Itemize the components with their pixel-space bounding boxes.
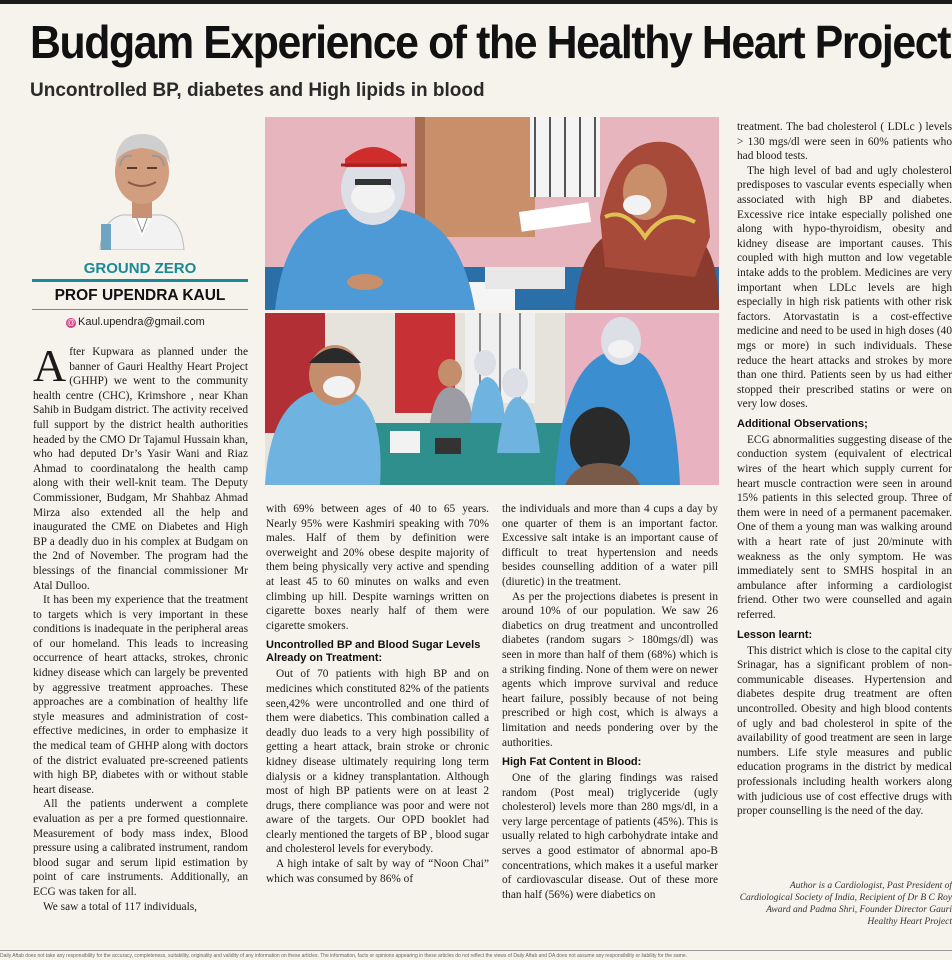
article-paragraph: with 69% between ages of 40 to 65 years. Nearly 95% were Kashmiri speaking with 70% males. Half of them by definition were overweight and 20% obese despite majority of them being physically very active and spending at least 45 to 60 minutes on walks and even climbing up hill. Despite warnings written on cigarette boxes nearly half of them were cigarette smokers. xyxy=(266,503,489,632)
article-paragraph: the individuals and more than 4 cups a day by one quarter of them is an important factor. Excessive salt intake is an important cause of difficult to treat hypertension and needs besides counselling addition of a water pill (diuretic) in the treatment. xyxy=(502,503,718,588)
author-tagline: Author is a Cardiologist, Past President of Cardiological Society of India, Recipient of Dr B C Roy Award and Padma Shri, Founder Director Gauri Healthy Heart Project xyxy=(739,881,952,927)
article-paragraph: One of the glaring findings was raised random (Post meal) triglyceride (ugly cholesterol) levels more than 280 mgs/dl, in a very large percentage of patients (45%). This is usually related to high carbohydrate intake and serves a good estimator of abnormal apo-B concentrations, which makes it a useful marker of cardiovascular disease. Out of these more than half (56%) were diabetics on xyxy=(502,772,718,901)
top-rule xyxy=(0,0,952,4)
author-email[interactable] xyxy=(66,316,205,328)
article-paragraph: This district which is close to the capital city Srinagar, has a significant problem of non-communicable diseases. Hypertension and diabetes despite drug treatment are often uncontrolled. Obesity and high blood contents of ugly and bad cholesterol in spite of the availability of good treatment are seen in large numbers. Life style measures and public education programs in the district by medical professionals including health workers along with judicious use of cost effective drugs with proper counselling is the need of the day. xyxy=(737,644,952,818)
article-paragraph: We saw a total of 117 individuals, xyxy=(43,900,197,913)
article-paragraph: All the patients underwent a complete evaluation as per a pre formed questionnaire. Measurement of body mass index, Blood pressure using a calibrated instrument, random blood sugar and serum lipid estimation by point of care instruments. Additionally, an ECG was taken for all. xyxy=(33,798,248,898)
camp-photo-screening xyxy=(265,313,719,485)
article-paragraph: As per the projections diabetes is present in around 10% of our population. We saw 26 diabetics on drug treatment and uncontrolled diabetes (random sugars > 180mgs/dl) was seen in more than half of them (68%) which is a striking finding. None of them were on newer agents which improve survival and reduce heart failure, possibly because of not being prescribed or high cost, which is always a limitation and needs pondering over by the authorities. xyxy=(502,590,718,749)
disclaimer: Daily Aftab does not take any responsibility for the accuracy, completeness, suitability, originality and validity of any information on these articles. The information, facts or opinions appearing in these articles do not reflect the views of Daily Aftab and DA does not assume any responsibility or liability for the same. xyxy=(0,950,952,960)
author-email-text: Kaul.upendra@gmail.com xyxy=(78,316,205,328)
at-icon: @ xyxy=(66,318,76,327)
section-heading: Uncontrolled BP and Blood Sugar Levels Already on Treatment: xyxy=(266,639,481,665)
headline: Budgam Experience of the Healthy Heart Project xyxy=(30,16,951,68)
article-column-2 xyxy=(266,502,489,886)
article-column-3 xyxy=(502,502,718,902)
subheadline: Uncontrolled BP, diabetes and High lipids in blood xyxy=(30,80,485,101)
paragraph-text: fter Kupwara as planned under the banner of Gauri Healthy Heart Project (GHHP) we went to the community health centre (CHC), Krimshore , near Khan Sahib in Budgam district. The activity received full support by the district health authorities headed by the CMO Dr Tajamul Hussain khan, who had deputed Dr’s Yasir Wani and Riaz Ahmad to coordinatalong the health camp along with their well-knit team. The Deputy Commissioner, Budgam, Mr Shahbaz Ahmad Mirza also extended all the help and inaugurated the CME on Diabetes and High BP a deadly duo in his complex at Budgam on the 2nd of November. The program had the blessings of the financial commissioner Mr Atal Dulloo. xyxy=(33,346,248,592)
drop-cap: A xyxy=(33,340,67,391)
camp-photo-consultation xyxy=(265,117,719,310)
article-paragraph: The high level of bad and ugly cholesterol predisposes to vascular events especially when associated with high BP and diabetes. Excessive rice intake especially polished one along with hypo-thyroidism, obesity and kidney disease are important causes. This coupled with high mutton and low vegetable intake adds to the problem. Medicines are very important when LDLc levels are high especially in high risk patients with other risk factors. Atorvastatin is a cost-effective medicine and need to be used in high doses (40 mgs or more) in such individuals. These reduce the heart attacks and strokes by more than one third. Patients seen by us had either stopped their prescribed statins or were on very low doses. xyxy=(737,164,952,411)
article-paragraph: ECG abnormalities suggesting disease of the conduction system (equivalent of electrical wires of the heart which supply current for heart muscle contraction were seen in around 15% patients in this selected group. Three of them were in need of a permanent pacemaker. One of them a young man was walking around with a heart rate of just 20/minute with weakness as the only symptom. He was immediately sent to SMHS hospital in an ambulance after informing a cardiologist friend. Other two were counselled and again referred. xyxy=(737,433,952,621)
section-heading: Lesson learnt: xyxy=(737,628,813,641)
section-heading: Additional Observations; xyxy=(737,417,868,430)
author-portrait xyxy=(92,120,192,250)
article-column-4 xyxy=(737,120,952,819)
article-paragraph: Out of 70 patients with high BP and on medicines which constituted 82% of the patients seen,42% were uncontrolled and one third of them were diabetics. This combination called a deadly duo leads to a very high possibility of getting a heart attack, brain stroke or chronic kidney disease ultimately requiring long term dialysis or a kidney transplantation. Although most of high BP patients were on at least 2 drugs, there compliance was poor and were not aware of the targets. Our OPD booklet had clearly mentioned the targets of BP , blood sugar and cholesterol levels for everybody. xyxy=(266,668,489,856)
article-paragraph: treatment. The bad cholesterol ( LDLc ) levels > 130 mgs/dl were seen in 60% patients who had blood tests. xyxy=(737,121,952,163)
article-paragraph xyxy=(33,340,248,593)
author-name: PROF UPENDRA KAUL xyxy=(32,287,248,310)
article-paragraph: It has been my experience that the treatment to targets which is very important in these conditions is inadequate in the peripheral areas of our homeland. This leads to increasing occurrence of heart attacks, strokes, chronic kidney disease which can largely be prevented by aggressive treatment approaches. These approaches are a combination of healthy life style measures and administration of cost-effective medicines, in order to emphasize it the medical team of GHHP along with doctors of the district evaluated pre-screened patients with high BP, diabetes with or without stable heart disease. xyxy=(33,594,248,796)
column-title: GROUND ZERO xyxy=(32,260,248,282)
article-column-1 xyxy=(33,340,248,914)
article-paragraph: A high intake of salt by way of “Noon Chai” which was consumed by 86% of xyxy=(266,858,489,885)
section-heading: High Fat Content in Blood: xyxy=(502,756,642,769)
